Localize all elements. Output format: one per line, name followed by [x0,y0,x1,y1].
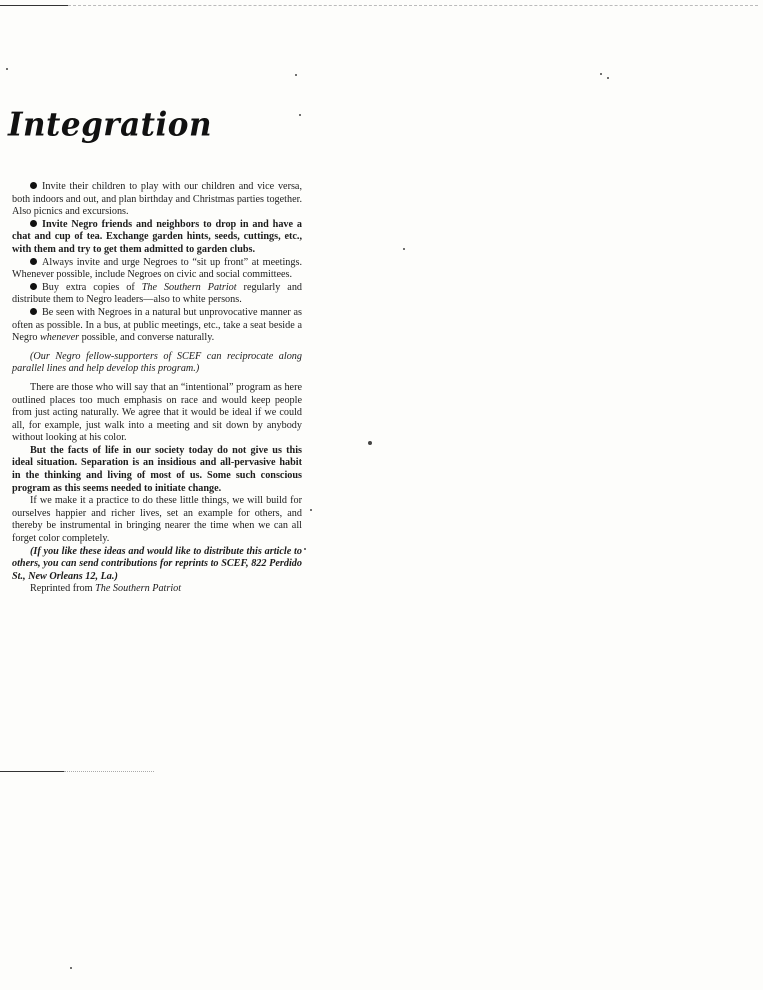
bullet-text: regularly and distribute them to Negro leaders—also to white persons. [12,281,303,306]
bullet-icon [30,182,37,189]
headline: Integration [8,106,212,144]
bullet-text: Always invite and urge Negroes to “sit up front” at meetings. Whenever possible, include Negroes on civic and social committees. [12,256,302,281]
credit-source: The Southern Patriot [95,583,182,595]
article-body [12,181,302,596]
bullet-icon [30,283,37,290]
bullet-icon [30,258,37,265]
emphasis-word: whenever [40,332,80,344]
bullet-item [12,181,302,219]
bottom-dotted-rule [64,771,154,772]
bullet-text: Invite their children to play with our children and vice versa, both indoors and out, and plan birthday and Christmas parties together. Also picnics and excursions. [12,181,302,218]
body-paragraph: There are those who will say that an “intentional” program as here outlined places too much emphasis on race and would keep people from just acting naturally. We agree that it would be ideal if we could all, for example, just walk into a meeting and sit down by anybody without looking at his color. [12,381,302,444]
editor-note: (Our Negro fellow-supporters of SCEF can reciprocate along parallel lines and help develop this program.) [12,350,302,375]
scan-speck [310,509,312,511]
reprint-credit [12,583,302,596]
scan-speck [304,548,306,550]
publication-title: The Southern Patriot [141,281,237,293]
bullet-text: possible, and converse naturally. [79,332,215,344]
scan-speck [600,73,602,75]
body-paragraph: But the facts of life in our society today do not give us this ideal situation. Separation is an insidious and all-pervasive habit in the thinking and living of most of us. Some such conscious program as this seems needed to initiate change. [12,444,302,494]
bullet-icon [30,308,37,315]
scan-speck [368,441,372,445]
scan-speck [403,248,405,250]
scan-speck [6,68,8,70]
bullet-text: Be seen with Negroes in a natural but unprovocative manner as often as possible. In a bus, at public meetings, etc., take a seat beside a Negro [12,306,302,344]
reprint-note: (If you like these ideas and would like to distribute this article to others, you can send contributions for reprints to SCEF, 822 Perdido St., New Orleans 12, La.) [12,545,302,582]
body-paragraph: If we make it a practice to do these little things, we will build for ourselves happier and richer lives, set an example for others, and thereby be instrumental in bringing nearer the time when we can all forget color completely. [12,495,302,545]
credit-prefix: Reprinted from [30,583,96,595]
bullet-text: Invite Negro friends and neighbors to drop in and have a chat and cup of tea. Exchange garden hints, seeds, cuttings, etc., with them and try to get them admitted to garden clubs. [12,218,302,255]
top-rule [0,5,68,6]
bullet-text: Buy extra copies of [42,281,142,293]
top-dashed-rule [68,5,758,6]
scan-speck [299,114,301,116]
bullet-item [12,219,302,257]
bottom-rule [0,771,64,772]
scan-speck [70,967,72,969]
bullet-item [12,282,302,307]
scan-speck [295,74,297,76]
bullet-icon [30,220,37,227]
bullet-item [12,257,302,282]
scan-speck [607,77,609,79]
bullet-item [12,307,302,345]
